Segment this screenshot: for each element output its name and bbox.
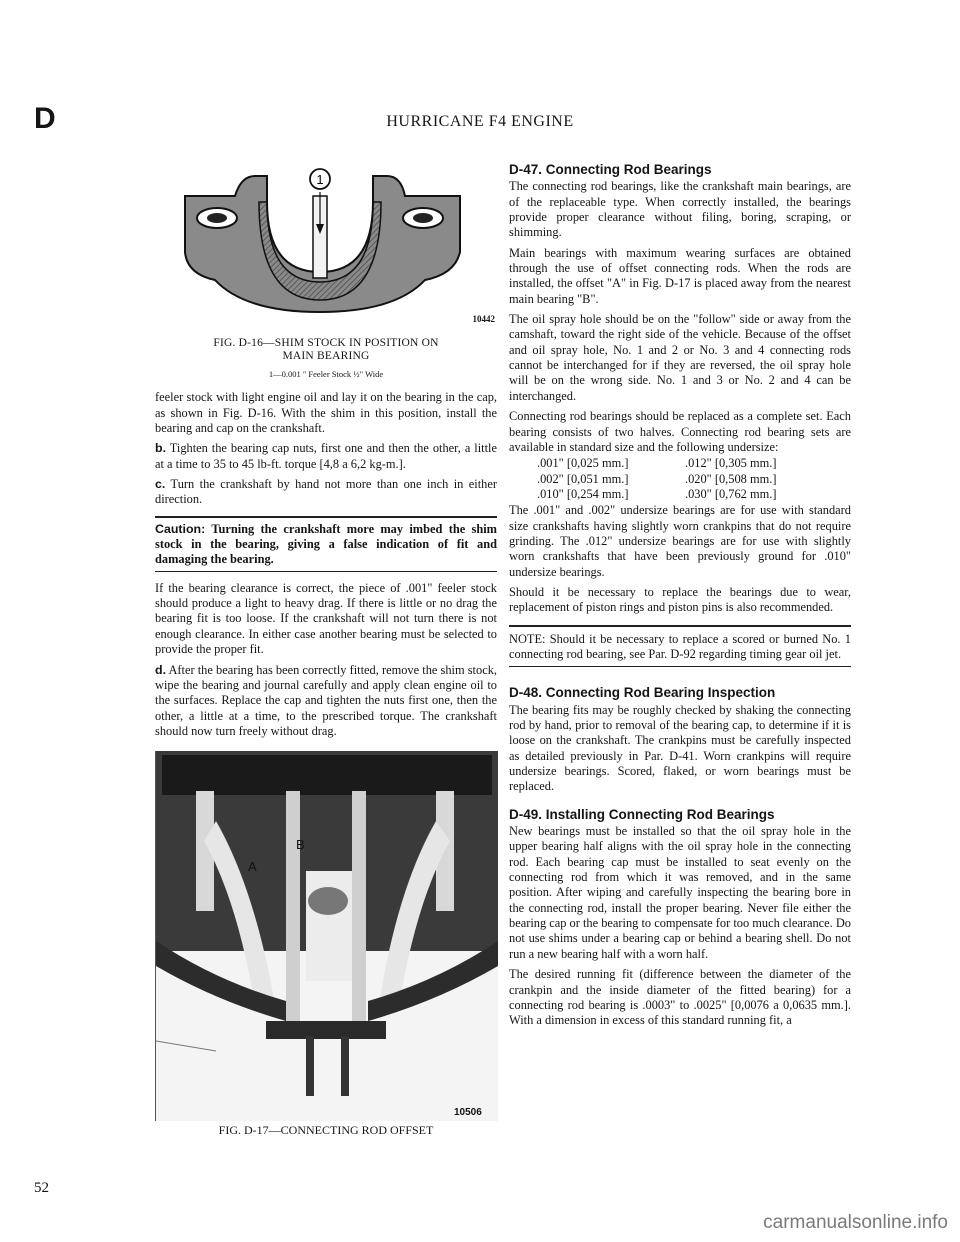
step-b <box>155 441 497 472</box>
undersize-entry: .012" [0,305 mm.] <box>685 456 777 471</box>
figure-number: 10506 <box>454 1107 482 1119</box>
caution-box <box>155 516 497 572</box>
note-label: NOTE: <box>509 631 546 646</box>
paragraph: The oil spray hole should be on the "follow" side or away from the camshaft, toward the right side of the vehicle. Because of the offset and oil spray hole, No. 1 and 2 or No. 3 and 4 connecting rods cannot be interchanged for if they are reversed, the oil spray hole will be on the wrong side. No. 1 and 3 or No. 2 and 4 can be interchanged. <box>509 312 851 403</box>
paragraph: Main bearings with maximum wearing surfaces are obtained through the use of offset connecting rods. When the rods are installed, the offset "A" in Fig. D-17 is placed away from the nearest main bearing "B". <box>509 245 851 306</box>
note-text: Should it be necessary to replace a scored or burned No. 1 connecting rod bearing, see Par. D-92 regarding timing gear oil jet. <box>509 631 851 661</box>
undersize-entry: .001" [0,025 mm.] <box>537 456 629 471</box>
undersize-entry: .010" [0,254 mm.] <box>537 486 629 501</box>
caption-line-2: MAIN BEARING <box>282 350 370 362</box>
bearing-label-b: B <box>296 837 305 853</box>
figure-d17 <box>155 751 497 1121</box>
step-text: Turn the crankshaft by hand not more than one inch in either direction. <box>155 477 497 507</box>
paragraph: feeler stock with light engine oil and lay it on the bearing in the cap, as shown in Fig. D-16. With the shim in this position, install the bearing and cap on the crankshaft. <box>155 390 497 436</box>
running-header: HURRICANE F4 ENGINE <box>386 113 574 130</box>
undersize-entry: .030" [0,762 mm.] <box>685 486 777 501</box>
caption-line-1: FIG. D-16—SHIM STOCK IN POSITION ON <box>213 337 439 349</box>
paragraph: The desired running fit (difference between the diameter of the crankpin and the inside diameter of the fitted bearing) for a connecting rod bearing is .0003" to .0025" [0,0076 a 0,0635 mm.]. With a dimension in excess of this standard running fit, a <box>509 967 851 1028</box>
connecting-rod-offset-photo <box>156 751 498 1121</box>
step-label: c. <box>155 477 166 492</box>
figure-caption: FIG. D-17—CONNECTING ROD OFFSET <box>218 1123 434 1138</box>
callout-number: 1 <box>316 172 324 187</box>
paragraph: Should it be necessary to replace the bearings due to wear, replacement of piston rings and piston pins is also recommended. <box>509 584 851 615</box>
paragraph: The connecting rod bearings, like the crankshaft main bearings, are of the replaceable type. When correctly installed, the bearings provide proper clearance without filing, boring, scraping, or shimming. <box>509 179 851 240</box>
undersize-entry: .002" [0,051 mm.] <box>537 471 629 486</box>
section-heading: D-48. Connecting Rod Bearing Inspection <box>509 685 776 701</box>
undersize-entry: .020" [0,508 mm.] <box>685 471 777 486</box>
step-label: b. <box>155 441 167 456</box>
step-label: d. <box>155 662 167 677</box>
paragraph: The bearing fits may be roughly checked by shaking the connecting rod by hand, prior to removal of the bearing cap, to determine if it is loose on the crankshaft. The crankpins must be carefully inspected as detailed previously in Par. D-41. Worn crankpins will require undersize bearings. Scored, flaked, or worn bearings must be replaced. <box>509 702 851 794</box>
section-letter: D <box>34 102 56 135</box>
right-column <box>509 162 851 1034</box>
section-heading: D-47. Connecting Rod Bearings <box>509 162 712 177</box>
figure-caption <box>155 337 497 363</box>
left-column <box>155 162 497 1139</box>
figure-legend: 1—0.001 " Feeler Stock ½" Wide <box>268 369 384 379</box>
undersize-table <box>537 456 851 502</box>
paragraph: If the bearing clearance is correct, the piece of .001" feeler stock should produce a light to heavy drag. If there is little or no drag the bearing fit is too loose. If the crankshaft will not turn there is not enough clearance. In either case another bearing must be selected to provide the proper fit. <box>155 580 497 657</box>
figure-d16 <box>155 162 497 337</box>
offset-label-a: A <box>248 859 257 875</box>
step-text: Tighten the bearing cap nuts, first one and then the other, a little at a time to 35 to 45 lb-ft. torque [4,8 a 6,2 kg-m.]. <box>155 441 497 471</box>
caution-text: Turning the crankshaft more may imbed the shim stock in the bearing, giving a false indication of fit and damaging the bearing. <box>155 521 497 567</box>
note-box <box>509 625 851 668</box>
page-number: 52 <box>34 1180 49 1196</box>
section-heading: D-49. Installing Connecting Rod Bearings <box>509 806 775 822</box>
step-d <box>155 663 497 740</box>
paragraph: Connecting rod bearings should be replaced as a complete set. Each bearing consists of two halves. Connecting rod bearing sets are available in standard size and the following undersize: <box>509 409 851 454</box>
paragraph: New bearings must be installed so that the oil spray hole in the upper bearing half aligns with the oil spray hole in the connecting rod. Each bearing cap must be installed to seat evenly on the connecting rod from which it was removed, and in the same position. After wiping and carefully inspecting the bearing bore in the connecting rod, install the proper bearing. Never file either the bearing cap or the bearing to compensate for too much clearance. Do not use shims under a bearing cap or behind a bearing shell. Do not run a new bearing half with a worn half. <box>509 824 851 961</box>
paragraph: The .001" and .002" undersize bearings are for use with standard size crankshafts having slightly worn crankpins that do not require grinding. The .012" undersize bearings are for use with slightly worn crankshafts that have been previously ground for .010" undersize bearings. <box>509 503 851 579</box>
main-bearing-illustration <box>155 162 497 337</box>
watermark: carmanualsonline.info <box>763 1212 948 1233</box>
caution-label: Caution: <box>155 521 206 536</box>
figure-number: 10442 <box>472 314 495 324</box>
step-c <box>155 477 497 508</box>
step-text: After the bearing has been correctly fitted, remove the shim stock, wipe the bearing and journal carefully and apply clean engine oil to the surfaces. Replace the cap and tighten the nuts first one, then the other, a little at a time, to the prescribed torque. The crankshaft should now turn freely without drag. <box>155 662 497 738</box>
